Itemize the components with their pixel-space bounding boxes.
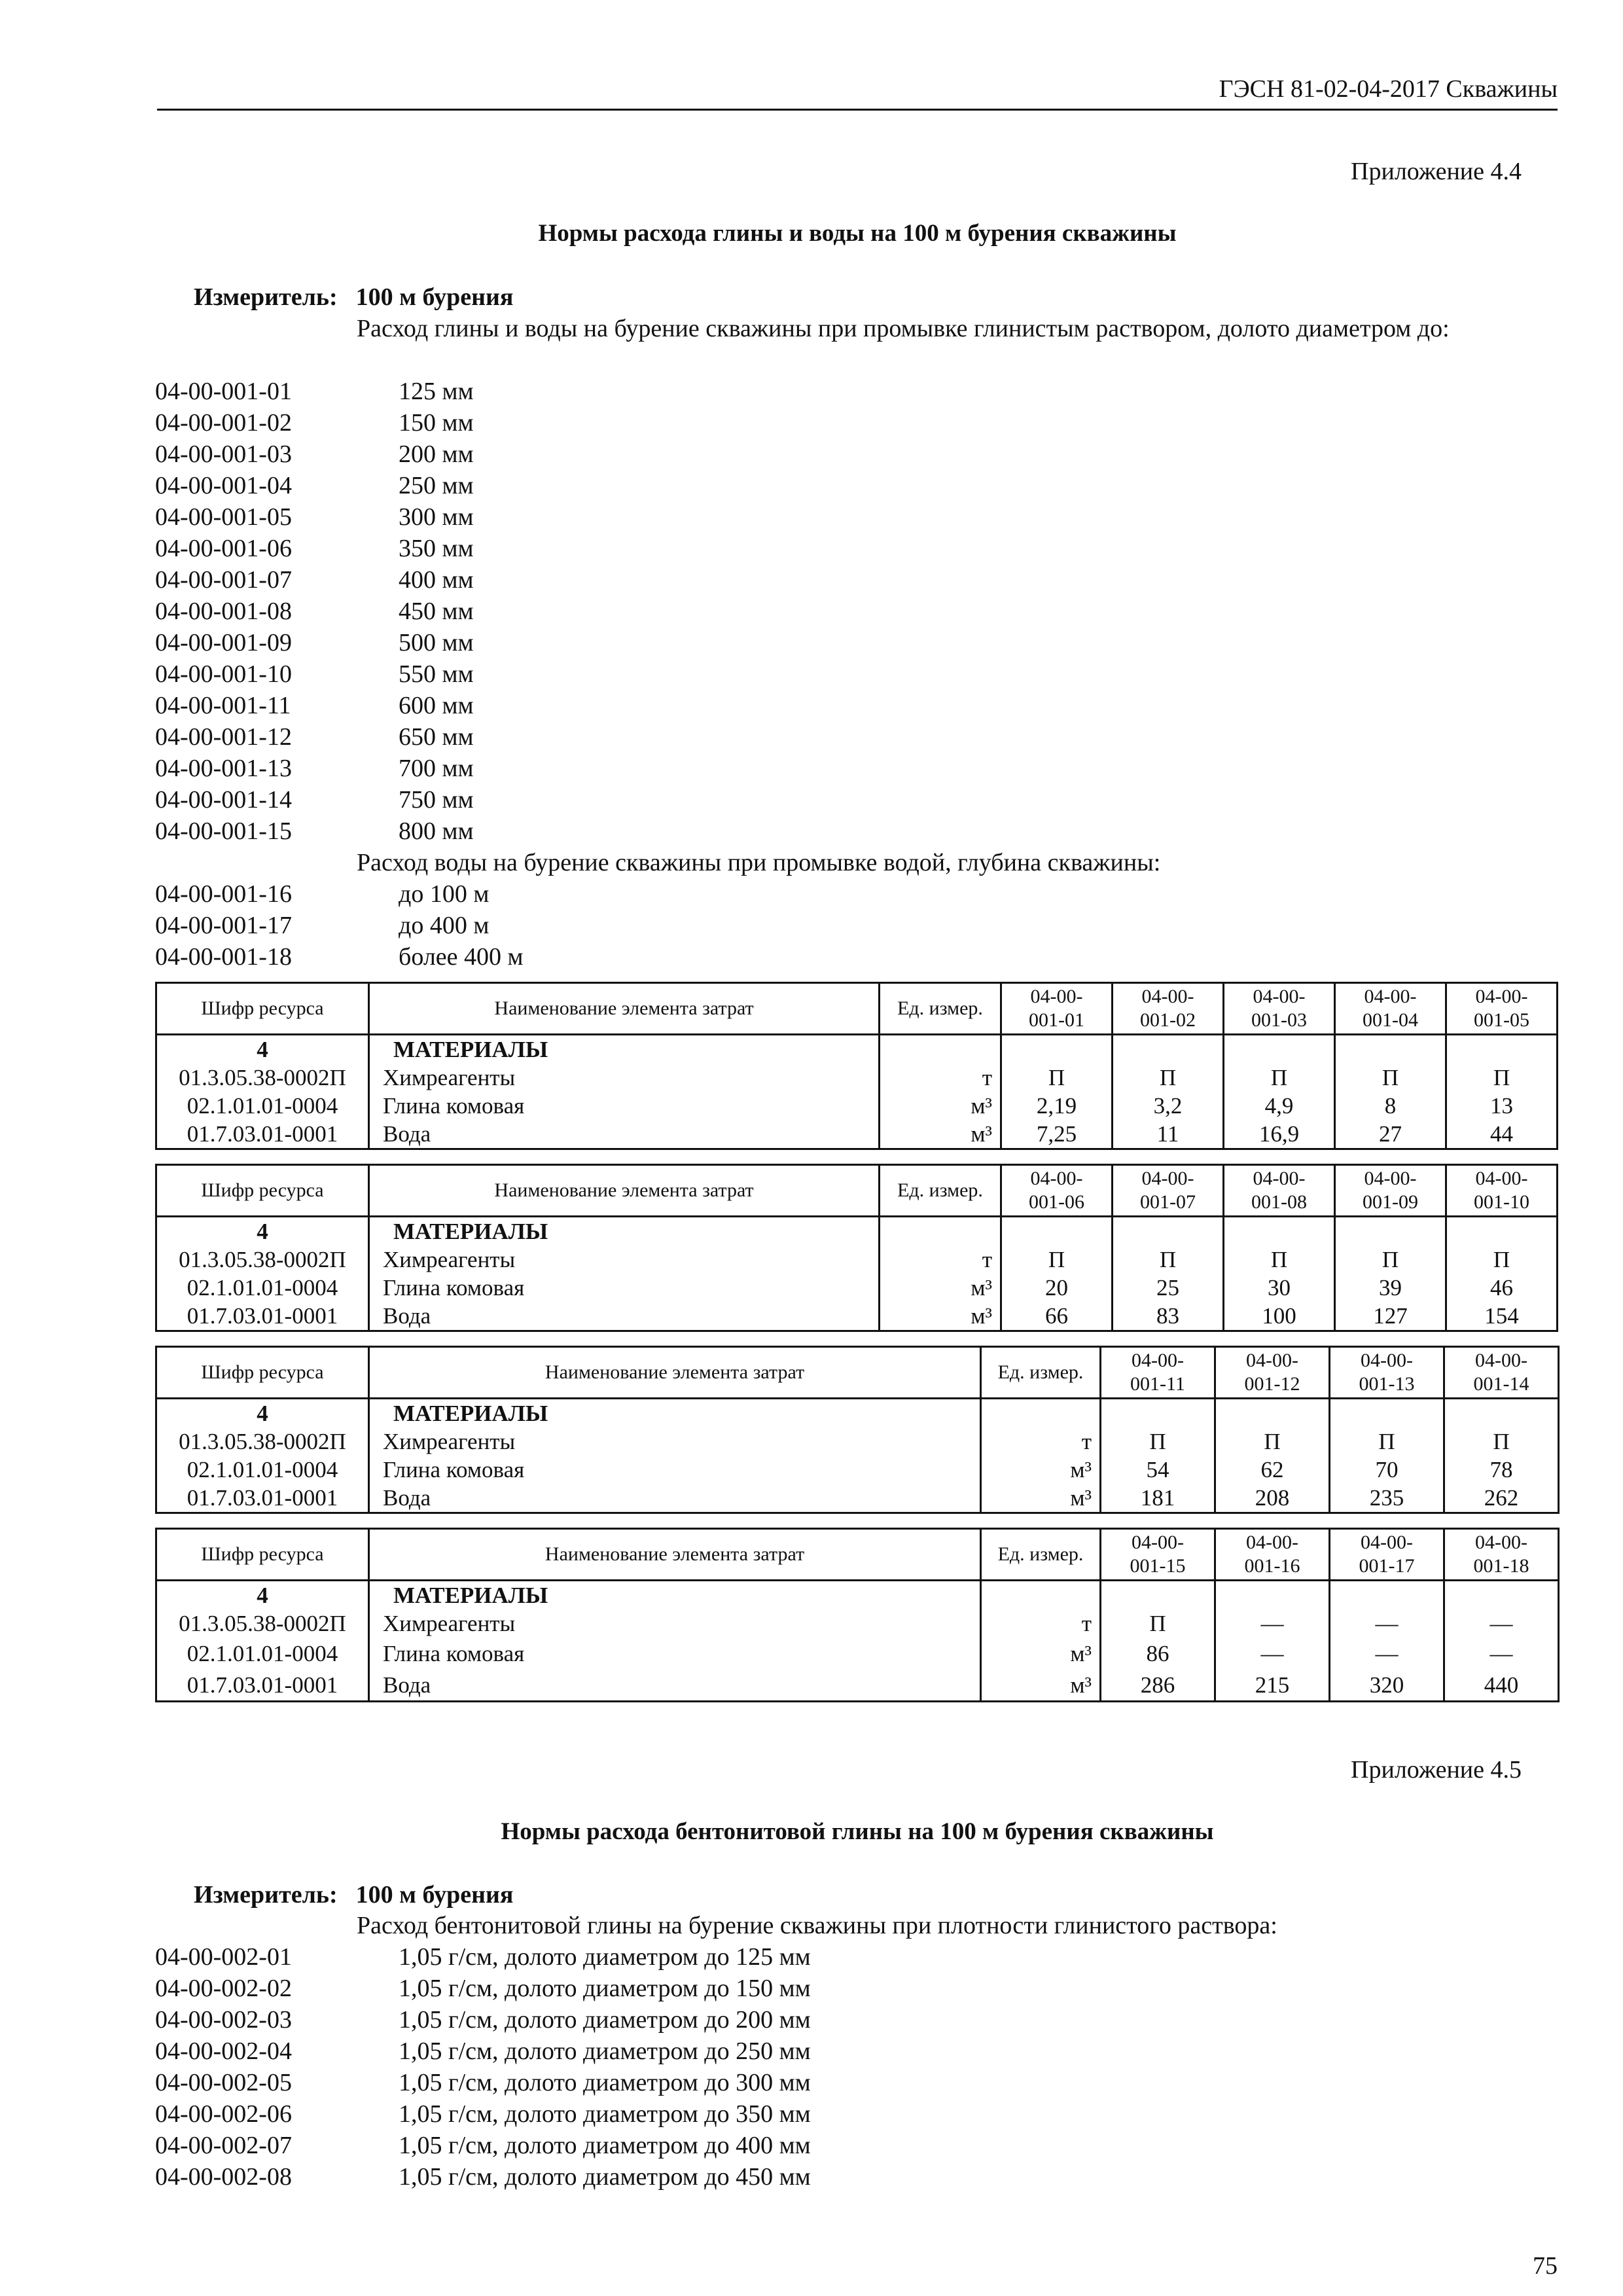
list-item: 04-00-002-08 1,05 г/см, долото диаметром до 450 мм (155, 2163, 811, 2191)
appendix-label-4-5: Приложение 4.5 (1351, 1756, 1522, 1784)
list-item: 04-00-001-14 750 мм (155, 786, 474, 814)
measure-value: 100 м бурения (355, 1881, 514, 1909)
code-list-2 (155, 878, 524, 973)
table-row: 02.1.01.01-0004 Глина комовая м³ 2,19 3,2 4,9 8 13 (156, 1092, 1558, 1120)
list-item: 04-00-002-07 1,05 г/см, долото диаметром до 400 мм (155, 2132, 811, 2159)
list-item: 04-00-001-11 600 мм (155, 692, 474, 719)
col-header-norm: 04-00- 001-13 (1330, 1347, 1444, 1399)
list-item: 04-00-001-07 400 мм (155, 566, 474, 594)
list-item: 04-00-001-01 125 мм (155, 378, 474, 405)
intro-paragraph-3: Расход бентонитовой глины на бурение скважины при плотности глинистого раствора: (357, 1912, 1277, 1939)
col-header-code: Шифр ресурса (156, 1529, 369, 1581)
table-row: 01.7.03.01-0001 Вода м³ 286 215 320 440 (156, 1669, 1559, 1702)
section-title-4-4: Нормы расхода глины и воды на 100 м бурения скважины (538, 220, 1177, 247)
list-item: 04-00-002-01 1,05 г/см, долото диаметром до 125 мм (155, 1943, 811, 1971)
col-header-unit: Ед. измер. (880, 1165, 1001, 1217)
col-header-name: Наименование элемента затрат (369, 983, 880, 1035)
table-row: 01.7.03.01-0001 Вода м³ 7,25 11 16,9 27 44 (156, 1120, 1558, 1149)
list-item: 04-00-001-02 150 мм (155, 409, 474, 437)
list-item: 04-00-002-05 1,05 г/см, долото диаметром до 300 мм (155, 2069, 811, 2096)
col-header-norm: 04-00- 001-16 (1215, 1529, 1330, 1581)
page-number: 75 (1533, 2252, 1558, 2280)
col-header-norm: 04-00- 001-12 (1215, 1347, 1330, 1399)
list-item: 04-00-001-08 450 мм (155, 598, 474, 625)
list-item: 04-00-001-15 800 мм (155, 817, 474, 845)
col-header-norm: 04-00- 001-17 (1330, 1529, 1444, 1581)
col-header-unit: Ед. измер. (981, 1529, 1101, 1581)
table-row: 02.1.01.01-0004 Глина комовая м³ 20 25 30 39 46 (156, 1274, 1558, 1302)
table-row: 02.1.01.01-0004 Глина комовая м³ 86 — — — (156, 1638, 1559, 1669)
col-header-norm: 04-00- 001-02 (1113, 983, 1224, 1035)
list-item: 04-00-002-02 1,05 г/см, долото диаметром до 150 мм (155, 1975, 811, 2002)
norm-table-4 (155, 1528, 1560, 1702)
section-title-4-5: Нормы расхода бентонитовой глины на 100 м бурения скважины (501, 1818, 1214, 1845)
table-row: 4 МАТЕРИАЛЫ (156, 1035, 1558, 1064)
code-list-3 (155, 1941, 811, 2193)
list-item: 04-00-001-18 более 400 м (155, 943, 524, 971)
col-header-code: Шифр ресурса (156, 1165, 369, 1217)
col-header-norm: 04-00- 001-07 (1113, 1165, 1224, 1217)
list-item: 04-00-002-06 1,05 г/см, долото диаметром до 350 мм (155, 2100, 811, 2128)
list-item: 04-00-001-03 200 мм (155, 440, 474, 468)
table-row: 02.1.01.01-0004 Глина комовая м³ 54 62 70 78 (156, 1456, 1559, 1484)
col-header-norm: 04-00- 001-18 (1444, 1529, 1559, 1581)
col-header-norm: 04-00- 001-08 (1224, 1165, 1335, 1217)
norm-table-2 (155, 1164, 1558, 1332)
col-header-name: Наименование элемента затрат (369, 1165, 880, 1217)
col-header-norm: 04-00- 001-10 (1446, 1165, 1558, 1217)
col-header-norm: 04-00- 001-14 (1444, 1347, 1559, 1399)
list-item: 04-00-001-13 700 мм (155, 755, 474, 782)
table-row: 01.3.05.38-0002П Химреагенты т П — — — (156, 1609, 1559, 1638)
col-header-norm: 04-00- 001-01 (1001, 983, 1113, 1035)
list-item: 04-00-002-04 1,05 г/см, долото диаметром до 250 мм (155, 2037, 811, 2065)
col-header-name: Наименование элемента затрат (369, 1347, 981, 1399)
list-item: 04-00-001-10 550 мм (155, 660, 474, 688)
list-item: 04-00-001-05 300 мм (155, 503, 474, 531)
intro-paragraph-2: Расход воды на бурение скважины при промывке водой, глубина скважины: (357, 849, 1161, 876)
col-header-norm: 04-00- 001-03 (1224, 983, 1335, 1035)
col-header-norm: 04-00- 001-05 (1446, 983, 1558, 1035)
code-list-1 (155, 376, 474, 847)
col-header-norm: 04-00- 001-15 (1101, 1529, 1215, 1581)
header-rule (157, 109, 1558, 111)
col-header-code: Шифр ресурса (156, 983, 369, 1035)
col-header-norm: 04-00- 001-11 (1101, 1347, 1215, 1399)
table-row: 4 МАТЕРИАЛЫ (156, 1581, 1559, 1610)
list-item: 04-00-001-16 до 100 м (155, 880, 490, 908)
table-row: 4 МАТЕРИАЛЫ (156, 1217, 1558, 1246)
table-row: 01.3.05.38-0002П Химреагенты т П П П П П (156, 1064, 1558, 1092)
measure-label: Измеритель: (194, 283, 338, 311)
table-row: 01.3.05.38-0002П Химреагенты т П П П П П (156, 1246, 1558, 1274)
table-row: 01.7.03.01-0001 Вода м³ 181 208 235 262 (156, 1484, 1559, 1513)
table-row: 01.7.03.01-0001 Вода м³ 66 83 100 127 154 (156, 1302, 1558, 1331)
appendix-label-4-4: Приложение 4.4 (1351, 158, 1522, 185)
measure-line-4-4 (194, 283, 513, 312)
norm-table-1 (155, 982, 1558, 1150)
col-header-unit: Ед. измер. (880, 983, 1001, 1035)
list-item: 04-00-001-09 500 мм (155, 629, 474, 656)
col-header-unit: Ед. измер. (981, 1347, 1101, 1399)
running-header: ГЭСН 81-02-04-2017 Скважины (1219, 75, 1558, 103)
col-header-norm: 04-00- 001-04 (1335, 983, 1446, 1035)
col-header-norm: 04-00- 001-06 (1001, 1165, 1113, 1217)
measure-value: 100 м бурения (355, 283, 514, 311)
col-header-name: Наименование элемента затрат (369, 1529, 981, 1581)
table-row: 01.3.05.38-0002П Химреагенты т П П П П (156, 1427, 1559, 1456)
measure-label: Измеритель: (194, 1881, 338, 1909)
intro-paragraph-1: Расход глины и воды на бурение скважины при промывке глинистым раствором, долото диаметром до: (357, 315, 1450, 342)
col-header-code: Шифр ресурса (156, 1347, 369, 1399)
list-item: 04-00-002-03 1,05 г/см, долото диаметром до 200 мм (155, 2006, 811, 2034)
list-item: 04-00-001-12 650 мм (155, 723, 474, 751)
list-item: 04-00-001-06 350 мм (155, 535, 474, 562)
table-row: 4 МАТЕРИАЛЫ (156, 1399, 1559, 1428)
norm-table-3 (155, 1346, 1560, 1514)
measure-line-4-5 (194, 1880, 513, 1909)
list-item: 04-00-001-17 до 400 м (155, 912, 490, 939)
list-item: 04-00-001-04 250 мм (155, 472, 474, 499)
col-header-norm: 04-00- 001-09 (1335, 1165, 1446, 1217)
